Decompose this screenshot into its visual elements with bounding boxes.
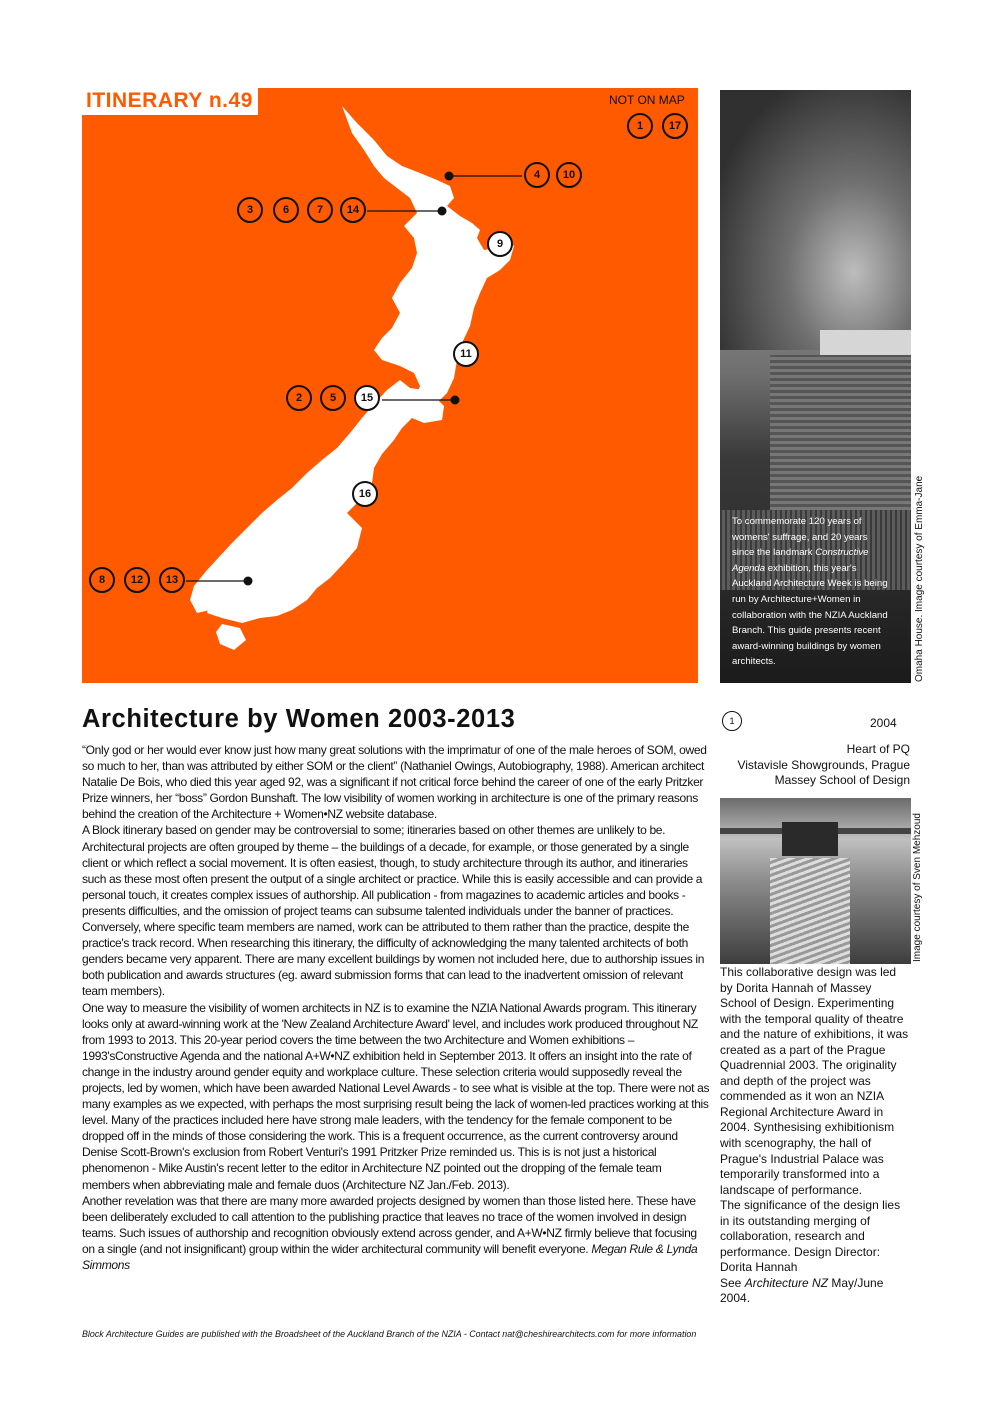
pin-3[interactable]: 3 (237, 197, 263, 223)
pin-12[interactable]: 12 (124, 567, 150, 593)
pin-9[interactable]: 9 (487, 231, 513, 257)
heart-of-pq-photo (720, 798, 911, 964)
project-location: Vistavisle Showgrounds, Prague (737, 757, 910, 772)
paragraph-3: One way to measure the visibility of women architects in NZ is to examine the NZIA National Awards program. This itinerary looks only at award-winning work at the 'New Zealand Architecture Award' level, and includes work produced throughout NZ from 1993 to 2013. This 20-year period covers the time between the two Architecture and Women exhibitions – 1993'sConstructive Agenda and the national A+W•NZ exhibition held in September 2013. It offers an insight into the rate of change in the industry around gender equity and workplace culture. These selection criteria would supposedly reveal the projects, led by women, which have been awarded National Level Awards - to see what is visible at the top. There were not as many examples as we expected, with perhaps the most surprising result being the lack of women-led practices working at this level. Many of the practices included here have strong male leaders, with the tendency for the female component to be dropped off in the minds of those considering the work. This is a frequent occurrence, as the current controversy around Denise Scott-Brown's exclusion from Robert Venturi's 1991 Pritzker Prize reminded us. This is is not just a historical phenomenon - Mike Austin's recent letter to the editor in Architecture NZ pointed out the dropping of the female team members when abbreviating male and female duos (Architecture NZ Jan./Feb. 2013). (82, 1000, 710, 1192)
description-paragraph-2: The significance of the design lies in its outstanding merging of collaboration, research and performance. Design Director: Dorita Hannah (720, 1198, 901, 1275)
project-title: Heart of PQ (846, 742, 910, 756)
footer-note: Block Architecture Guides are published with the Broadsheet of the Auckland Branch of the NZIA - Contact nat@cheshirearchitects.com for more information (82, 1329, 697, 1339)
photo2-credit: Image courtesy of Sven Mehzoud (912, 813, 923, 962)
pin-14[interactable]: 14 (340, 197, 366, 223)
pin-15[interactable]: 15 (354, 385, 380, 411)
not-on-map-label: NOT ON MAP (609, 93, 685, 107)
project-description (720, 965, 910, 1307)
pin-8[interactable]: 8 (89, 567, 115, 593)
paragraph-4: Another revelation was that there are many more awarded projects designed by women than those listed here. These have been deliberately excluded to call attention to the publishing practice that leaves no trace of the women involved in design teams. Such issues of authorship and recognition obviously extend across gender, and A+W•NZ firmly believe that focusing on a single (and not insignificant) group within the wider architectural community will benefit everyone. Megan Rule & Lynda Simmons (82, 1193, 698, 1272)
page-title: Architecture by Women 2003-2013 (82, 705, 516, 733)
pin-11[interactable]: 11 (453, 341, 479, 367)
itinerary-title: ITINERARY n.49 (82, 88, 258, 115)
photo-sky (720, 90, 911, 350)
photo1-credit: Omaha House. Image courtesy of Emma-Jane (914, 475, 925, 682)
pin-13[interactable]: 13 (159, 567, 185, 593)
omaha-house-photo (720, 90, 911, 683)
signature: Megan Rule & Lynda Simmons (82, 1241, 698, 1272)
photo-caption: To commemorate 120 years of womens' suffrage, and 20 years since the landmark Constructive Agenda exhibition, this year's Auckland Architecture Week is being run by Architecture+Women in collaboration with the NZIA Auckland Branch. This guide presents recent award-winning buildings by women architects. (732, 516, 888, 668)
description-paragraph-3: See Architecture NZ May/June 2004. (720, 1275, 884, 1306)
pin-6[interactable]: 6 (273, 197, 299, 223)
pin-1[interactable]: 1 (627, 113, 653, 139)
stewart-island-shape (216, 624, 246, 650)
north-island-shape (342, 106, 514, 410)
project-year: 2004 (870, 716, 897, 730)
photo-screen (782, 822, 838, 856)
pin-5[interactable]: 5 (320, 385, 346, 411)
project-header (720, 742, 910, 789)
paragraph-2: A Block itinerary based on gender may be controversial to some; itineraries based on other themes are unlikely to be. Architectural projects are often grouped by theme – the buildings of a decade, for example, or those generated by a single client or which reflect a social movement. It is often easiest, though, to study architecture through its author, and itineraries such as these most often present the output of a single architect or practice. While this is easily accessible and can provide a personal touch, it creates complex issues of authorship. All publication - from magazines to academic articles and books - presents difficulties, and the omission of project teams can subsume talented individuals under the banner of practices. Conversely, where specific team members are named, work can be attributed to them rather than the practice, despite the practice's track record. When researching this itinerary, the difficulty of acknowledging the many talented architects of both genders became very apparent. There are many excellent buildings by women not included here, due to authorship issues in both publication and awards structures (eg. award submission forms that can lead to the inadvertent omission of relevant team members). (82, 823, 705, 999)
pin-10[interactable]: 10 (556, 162, 582, 188)
pin-17[interactable]: 17 (662, 113, 688, 139)
article-body (82, 742, 710, 1273)
pin-2[interactable]: 2 (286, 385, 312, 411)
project-school: Massey School of Design (774, 773, 910, 787)
pin-16[interactable]: 16 (352, 481, 378, 507)
pin-4[interactable]: 4 (524, 162, 550, 188)
photo-stair (770, 858, 850, 964)
new-zealand-map-graphic (82, 88, 698, 683)
photo-building (770, 355, 911, 525)
pin-7[interactable]: 7 (307, 197, 333, 223)
paragraph-1: “Only god or her would ever know just how many great solutions with the imprimatur of one of the male heroes of SOM, owed so much to her, than was attributed by either SOM or the client” (Nathaniel Owings, Autobiography, 1988). American architect Natalie De Bois, who died this year aged 92, was a significant if not critical force behind the career of one of the early Pritzker Prize winners, her “boss” Gordon Bunshaft. The low visibility of women working in architecture is one of the primary reasons behind the creation of the Architecture + Women•NZ website database. (82, 743, 707, 822)
description-paragraph-1: This collaborative design was led by Dorita Hannah of Massey School of Design. Experimenting with the temporal quality of theatre and the nature of exhibitions, it was created as a part of the Prague Quadrennial 2003. The originality and depth of the project was commended as it won an NZIA Regional Architecture Award in 2004. Synthesising exhibitionism with scenography, the hall of Prague's Industrial Palace was temporarily transformed into a landscape of performance. (720, 965, 909, 1197)
itinerary-map (82, 88, 698, 683)
project-number-badge: 1 (722, 711, 742, 731)
